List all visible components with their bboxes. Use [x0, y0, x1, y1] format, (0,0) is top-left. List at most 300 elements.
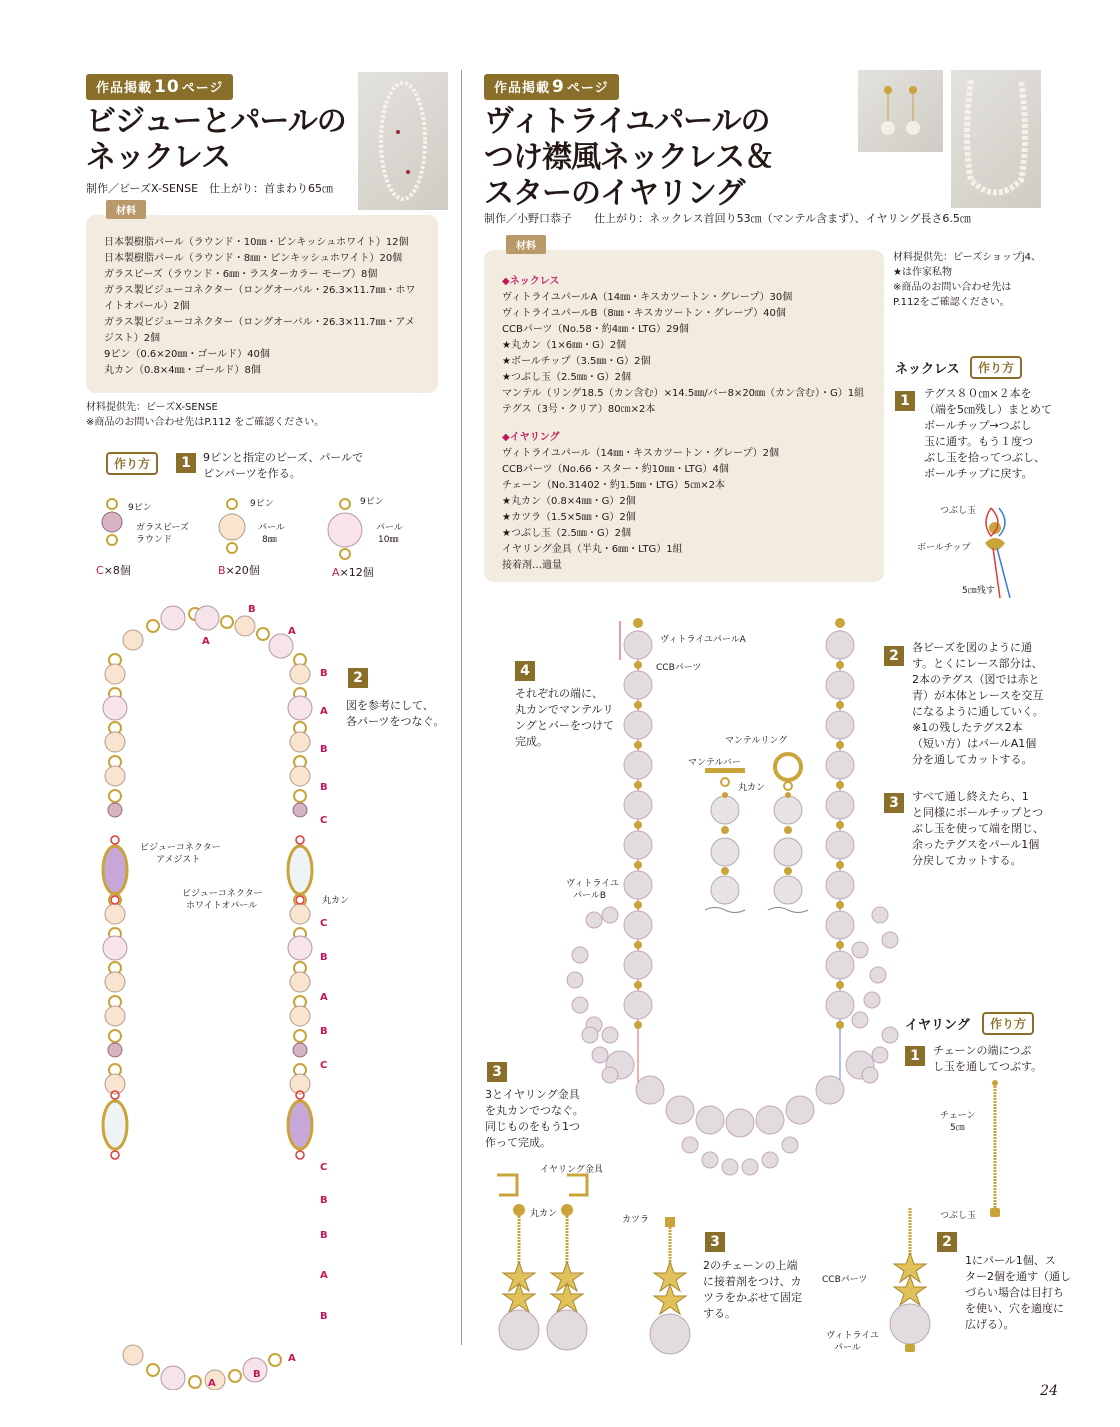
earring-step2-num: 2 [937, 1232, 957, 1252]
partB-count [218, 562, 260, 578]
ring-link [269, 1354, 281, 1366]
letter-label: C [320, 918, 328, 929]
vitrail-pearl [682, 1137, 698, 1153]
vitrail-pearl [862, 1067, 878, 1083]
left-step1-line: 9ピンと指定のビーズ、パールで [203, 451, 364, 464]
right-title [484, 104, 773, 212]
pearl-b [123, 630, 143, 650]
glass-bead-c [293, 803, 307, 817]
text-line: を丸カンでつなぐ。 [485, 1104, 584, 1117]
text-line: す。とくにレース部分は、 [912, 657, 1043, 670]
vitrail-pearl [782, 1137, 798, 1153]
vitrail-pearl [624, 711, 652, 739]
chain-label2: 5㎝ [950, 1123, 965, 1133]
ring-link [294, 1030, 306, 1042]
letter-label: B [253, 1369, 261, 1380]
pearl-a [103, 696, 127, 720]
earring-step3a-num: 3 [705, 1232, 725, 1252]
tag-pre: 作品掲載 [494, 81, 551, 96]
partC-letter: C [96, 564, 104, 577]
necklace-howto-label: 作り方 [970, 356, 1022, 379]
opal-label1: ビジューコネクター [182, 889, 263, 899]
text-line: ガラスビーズ（ラウンド・6㎜・ラスターカラー モーブ）8個 [104, 269, 378, 280]
letter-label: B [320, 952, 328, 963]
letter-label: B [320, 668, 328, 679]
ccb-part [634, 901, 642, 909]
note-line: ※商品のお問い合わせ先は [893, 282, 1012, 293]
vitrail-pearl [882, 1027, 898, 1043]
pearl-b [290, 1006, 310, 1026]
vitrail-pearl [826, 911, 854, 939]
necklace-section-heading: ネックレス [895, 362, 960, 377]
vitrail-pearl [582, 1027, 598, 1043]
page-ref-tag-right [484, 74, 619, 100]
ballchip-label: ボールチップ [917, 543, 971, 553]
vitrail-pearl [722, 1159, 738, 1175]
ccb-part [836, 981, 844, 989]
letter-label: A [320, 706, 328, 717]
ring-link [294, 790, 306, 802]
necklace-step2-num: 2 [884, 646, 904, 666]
text-line: に接着剤をつけ、カ [703, 1275, 802, 1288]
vitrail-pearl [624, 991, 652, 1019]
katsura-label: カツラ [622, 1215, 650, 1225]
finished-earrings-diagram [487, 1170, 607, 1355]
text-line: イトオパール）2個 [104, 301, 190, 312]
earring-step1-num: 1 [905, 1046, 925, 1066]
note-line: ★は作家私物 [893, 267, 952, 278]
pearl-b [123, 1345, 143, 1365]
text-line: ぶし玉を拾ってつぶし、 [924, 451, 1045, 464]
ring-link [257, 628, 269, 640]
right-title-line1: ヴィトライユパールの [484, 104, 770, 139]
earring-pearl-label1: ヴィトライユ [826, 1331, 879, 1341]
partC-name2: ラウンド [136, 535, 173, 545]
text-line: 日本製樹脂パール（ラウンド・10㎜・ピンキッシュホワイト）12個 [104, 237, 409, 248]
text-line: と同様にボールチップとつ [912, 806, 1044, 819]
pearl-b [105, 972, 125, 992]
partB-name2: 8㎜ [262, 535, 277, 545]
letter-label: C [320, 1162, 328, 1173]
earring-step2-text [965, 1253, 1071, 1333]
necklace-step4-num: 4 [515, 661, 535, 681]
jump-ring [111, 1151, 119, 1159]
ring-link [229, 1370, 241, 1382]
right-title-line3: スターのイヤリング [484, 176, 745, 211]
vitrail-pearl [586, 912, 602, 928]
vitrail-pearl [826, 871, 854, 899]
pearl-b [105, 732, 125, 752]
bijou-amethyst [103, 846, 127, 894]
left-supplier: 材料提供先：ビーズX-SENSE [86, 402, 218, 413]
text-line: ぶし玉を使って端を閉じ、 [912, 822, 1044, 835]
letter-label: C [320, 1060, 328, 1071]
vitrail-pearl [624, 871, 652, 899]
text-line: 分戻してカットする。 [912, 854, 1022, 867]
text-line: （端を5㎝残し）まとめて [924, 403, 1052, 416]
vitrail-pearl [826, 711, 854, 739]
vitrail-pearl [826, 671, 854, 699]
text-line: 3とイヤリング金具 [485, 1088, 580, 1101]
pearl-b [235, 616, 255, 636]
ccb-part [634, 661, 642, 669]
vitrail-pearl [826, 751, 854, 779]
jump-ring [296, 896, 304, 904]
letter-label: A [208, 1378, 216, 1389]
text-line: ジスト）2個 [104, 333, 161, 344]
text-line: 同じものをもう1つ [485, 1120, 580, 1133]
earring-step3b-text [485, 1087, 584, 1151]
chain-label1: チェーン [940, 1111, 976, 1121]
earring-jumpring-label: 丸カン [530, 1209, 558, 1219]
vitrail-pearl [872, 907, 888, 923]
vitrail-pearl [624, 831, 652, 859]
necklace-step3-num: 3 [884, 793, 904, 813]
ccb-part [634, 821, 642, 829]
text-line: 丸カンでマンテルリ [515, 703, 614, 716]
pearl-a [161, 606, 185, 630]
vitrail-pearl [726, 1109, 754, 1137]
tag-num: 9 [552, 77, 565, 97]
left-step2-line: 各パーツをつなぐ。 [346, 715, 445, 728]
partB-pin-label: 9ピン [250, 499, 274, 509]
vitrail-pearl [602, 907, 618, 923]
pearlB-label1: ヴィトライユ [566, 879, 619, 889]
text-line: チェーンの端につぶ [933, 1044, 1032, 1057]
left-materials-label: 材料 [106, 200, 146, 219]
text-line: になるように通していく。 [912, 705, 1044, 718]
text-line: すべて通し終えたら、1 [912, 790, 1029, 803]
text-line: 完成。 [515, 735, 548, 748]
ccb-part [634, 701, 642, 709]
bijou-opal [288, 846, 312, 894]
text-line: ツラをかぶせて固定 [703, 1291, 802, 1304]
earring-ccb-label: CCBパーツ [822, 1275, 868, 1285]
ccb-part [836, 901, 844, 909]
partA-count-text: ×12個 [339, 566, 374, 579]
jump-ring [296, 836, 304, 844]
opal-label2: ホワイトオパール [186, 901, 258, 911]
ccb-part [836, 941, 844, 949]
letter-label: B [248, 604, 256, 615]
pearlA-label [660, 632, 746, 645]
vitrail-pearl [702, 1152, 718, 1168]
letter-label: A [202, 636, 210, 647]
earring-crimp-label: つぶし玉 [940, 1211, 977, 1221]
amethyst-label1: ビジューコネクター [140, 843, 221, 853]
glass-bead-c [108, 803, 122, 817]
jump-ring [111, 836, 119, 844]
letter-label: B [320, 1230, 328, 1241]
ccb-part [836, 661, 844, 669]
right-supplier-notes [893, 250, 1041, 310]
partB-letter: B [218, 564, 226, 577]
chain-diagram [985, 1078, 1005, 1228]
text-line: ガラス製ビジューコネクター（ロングオーバル・26.3×11.7㎜・ホワ [104, 285, 416, 296]
vitrail-pearl [602, 1027, 618, 1043]
mantel-ring-label: マンテルリング [725, 736, 788, 746]
vitrail-pearl [624, 791, 652, 819]
left-supplier-note [86, 400, 324, 430]
pearlA-text: ヴィトライユパールA [660, 635, 746, 645]
text-line: 丸カン（0.8×4㎜・ゴールド）8個 [104, 365, 261, 376]
vitrail-pearl [826, 831, 854, 859]
mantel-clasp-diagram [695, 740, 825, 920]
text-line: ボールチップ→つぶし [924, 419, 1032, 432]
vitrail-pearl [572, 947, 588, 963]
text-line: ヴィトライユパールA（14㎜・キスカツートン・グレープ）30個 [502, 292, 793, 303]
text-line: 分を通してカットする。 [912, 753, 1033, 766]
pearl-a [288, 696, 312, 720]
vitrail-pearl [864, 992, 880, 1008]
vitrail-pearl [567, 972, 583, 988]
vitrail-pearl [602, 1067, 618, 1083]
partA-letter: A [332, 566, 340, 579]
left-howto-label: 作り方 [106, 452, 158, 475]
text-line: CCBパーツ（No.66・スター・約10㎜・LTG）4個 [502, 464, 729, 475]
pearl-a [269, 634, 293, 658]
text-line: ングとバーをつけて [515, 719, 614, 732]
left-step1-line: ピンパーツを作る。 [203, 467, 301, 480]
pearlB-label2: パールB [573, 891, 606, 901]
partB-count-text: ×20個 [225, 564, 260, 577]
jumpring-label: 丸カン [322, 896, 350, 906]
earring-step3a-text [703, 1258, 802, 1322]
vitrail-pearl [592, 1047, 608, 1063]
note-line: P.112をご確認ください。 [893, 297, 1010, 308]
bijou-opal [103, 1101, 127, 1149]
text-line: それぞれの端に、 [515, 687, 603, 700]
pearl-b [290, 732, 310, 752]
vitrail-pearl [624, 951, 652, 979]
necklace-materials-list [502, 290, 866, 418]
left-inquiry: ※商品のお問い合わせ先はP.112 をご確認ください。 [86, 417, 325, 428]
text-line: ★丸カン（1×6㎜・G）2個 [502, 340, 627, 351]
pearl-a [195, 606, 219, 630]
necklace-jumpring-label: 丸カン [738, 783, 766, 793]
text-line: ガラス製ビジューコネクター（ロングオーバル・26.3×11.7㎜・アメ [104, 317, 415, 328]
necklace-materials-head: ◆ネックレス [502, 276, 560, 287]
vitrail-pearl [816, 1076, 844, 1104]
text-line: ★丸カン（0.8×4㎜・G）2個 [502, 496, 636, 507]
letter-label: A [320, 1270, 328, 1281]
text-line: テグス８０㎝×２本を [924, 387, 1032, 400]
tag-pre: 作品掲載 [96, 81, 153, 96]
crimp-label: つぶし玉 [940, 506, 977, 516]
pearl-b [290, 972, 310, 992]
text-line: 1にパール1個、ス [965, 1254, 1056, 1267]
pearl-b [105, 904, 125, 924]
letter-label: B [320, 782, 328, 793]
text-line: 2のチェーンの上端 [703, 1259, 798, 1272]
ring-link [147, 620, 159, 632]
vitrail-pearl [826, 791, 854, 819]
glass-bead-c [108, 1043, 122, 1057]
partA-pin-label: 9ピン [360, 497, 384, 507]
ccb-part [836, 821, 844, 829]
vitrail-pearl [696, 1106, 724, 1134]
vitrail-pearl [882, 932, 898, 948]
lace-necklace-photo-icon [951, 70, 1041, 208]
necklace-photo-icon [358, 72, 448, 210]
ring-link [221, 616, 233, 628]
text-line: ★ボールチップ（3.5㎜・G）2個 [502, 356, 651, 367]
partA-name2: 10㎜ [378, 535, 399, 545]
amethyst-label2: アメジスト [156, 855, 201, 865]
vitrail-pearl [852, 1012, 868, 1028]
ccb-part [836, 741, 844, 749]
ccb-part [634, 741, 642, 749]
tag-post: ページ [181, 81, 224, 96]
left-step1-text [203, 450, 363, 482]
left-title-line1: ビジューとパールの [86, 104, 346, 139]
pearl-b [290, 904, 310, 924]
text-line: 2本のテグス（図では赤と [912, 673, 1040, 686]
text-line: CCBパーツ（No.58・約4㎜・LTG）29個 [502, 324, 689, 335]
pearl-b [105, 766, 125, 786]
katsura-diagram [640, 1212, 700, 1362]
left-step2-text [346, 698, 444, 730]
left-materials-list [104, 235, 420, 379]
vitrail-pearl [826, 951, 854, 979]
pearl-a [161, 1366, 185, 1390]
ring-link [147, 1364, 159, 1376]
vitrail-pearl [666, 1096, 694, 1124]
earring-section-heading: イヤリング [905, 1018, 970, 1033]
pearl-b [290, 664, 310, 684]
left-title-line2: ネックレス [86, 140, 231, 175]
ccb-part [836, 861, 844, 869]
text-line: ヴィトライユパールB（8㎜・キスカツートン・グレープ）40個 [502, 308, 786, 319]
text-line: ★つぶし玉（2.5㎜・G）2個 [502, 528, 631, 539]
earring-pearl-label2: パール [834, 1343, 861, 1353]
note-line: 材料提供先：ビーズショップj4、 [893, 252, 1042, 263]
letter-label: A [320, 992, 328, 1003]
letter-label: B [320, 744, 328, 755]
vitrail-pearl [872, 1047, 888, 1063]
partC-name1: ガラスビーズ [136, 523, 189, 533]
vitrail-pearl [742, 1159, 758, 1175]
mantel-bar-label: マンテルバー [688, 758, 741, 768]
column-divider [461, 70, 462, 1345]
letter-label: B [320, 1311, 328, 1322]
vitrail-pearl [762, 1152, 778, 1168]
text-line: ター2個を通す（通し [965, 1270, 1071, 1283]
partB-name1: パール [258, 523, 285, 533]
text-line: 日本製樹脂パール（ラウンド・8㎜・ピンキッシュホワイト）20個 [104, 253, 403, 264]
ring-link [189, 1376, 201, 1388]
vitrail-pearl [826, 631, 854, 659]
letter-label: A [288, 1353, 296, 1364]
lace-necklace-photo [951, 70, 1041, 208]
left-step2-line: 図を参考にして、 [346, 699, 434, 712]
right-credit: 制作／小野口恭子 仕上がり：ネックレス首回り53㎝（マンテル含まず）、イヤリング長さ6.5㎝ [484, 212, 971, 225]
ring-link [109, 1030, 121, 1042]
partA-count [332, 564, 374, 580]
partC-pin-label: 9ピン [128, 503, 152, 513]
vitrail-pearl [572, 997, 588, 1013]
text-line: 広げる）。 [965, 1318, 1015, 1331]
text-line: 玉に通す。もう１度つ [924, 435, 1034, 448]
text-line: 接着剤…適量 [502, 560, 562, 571]
text-line: を使い、穴を適度に [965, 1302, 1064, 1315]
text-line: ★カツラ（1.5×5㎜・G）2個 [502, 512, 636, 523]
text-line: 作って完成。 [485, 1136, 551, 1149]
ball-chip [835, 618, 845, 628]
text-line: 9ピン（0.6×20㎜・ゴールド）40個 [104, 349, 270, 360]
ring-link [109, 790, 121, 802]
earring-materials-head: ◆イヤリング [502, 432, 560, 443]
pearl-b [105, 1006, 125, 1026]
necklace-assembly-diagram [95, 600, 328, 1390]
vitrail-pearl [870, 967, 886, 983]
jump-ring [296, 1151, 304, 1159]
earring-photo [858, 70, 943, 152]
text-line: イヤリング金具（半丸・6㎜・LTG）1組 [502, 544, 683, 555]
earring-photo-icon [858, 70, 943, 152]
text-line: 青）が本体とレースを交互 [912, 689, 1044, 702]
page-number: 24 [1040, 1383, 1058, 1399]
text-line: （短い方）はパールA1個 [912, 737, 1037, 750]
left-product-photo [358, 72, 448, 210]
ball-chip [633, 618, 643, 628]
ccb-part [634, 1021, 642, 1029]
left-step2-num: 2 [348, 668, 368, 688]
text-line: 各ビーズを図のように通 [912, 641, 1033, 654]
text-line: ※1の残したテグス2本 [912, 721, 1023, 734]
vitrail-pearl [624, 631, 652, 659]
left-credit: 制作／ビーズX-SENSE 仕上がり：首まわり65㎝ [86, 182, 334, 195]
necklace-step3-text [912, 789, 1044, 869]
left-materials-box [86, 215, 438, 393]
pearl-b [290, 766, 310, 786]
page-ref-tag-left [86, 74, 233, 100]
necklace-step1-text [924, 386, 1052, 482]
pearl-a [103, 936, 127, 960]
partA-name1: パール [376, 523, 403, 533]
text-line: マンテル（リング18.5（カン含む）×14.5㎜/バー8×20㎜（カン含む）・G）1組 [502, 388, 865, 399]
right-title-line2: つけ襟風ネックレス＆ [484, 140, 774, 175]
earring-step1-text [933, 1043, 1042, 1075]
tag-num: 10 [154, 77, 180, 97]
text-line: テグス（3号・クリア）80㎝×2本 [502, 404, 656, 415]
jump-ring [111, 896, 119, 904]
ccb-part [836, 781, 844, 789]
ccb-part [634, 861, 642, 869]
vitrail-pearl [756, 1106, 784, 1134]
fitting-label: イヤリング金具 [540, 1165, 603, 1175]
text-line: し玉を通してつぶす。 [933, 1060, 1043, 1073]
necklace-step2-text [912, 640, 1044, 768]
text-line: ★つぶし玉（2.5㎜・G）2個 [502, 372, 631, 383]
ccb-part [836, 701, 844, 709]
necklace-step1-num: 1 [895, 391, 915, 411]
star-pearl-diagram [880, 1208, 940, 1358]
text-line: ヴィトライユパール（14㎜・キスカツートン・グレープ）2個 [502, 448, 779, 459]
text-line: 余ったテグスをパール1個 [912, 838, 1040, 851]
vitrail-pearl [624, 751, 652, 779]
pearl-b [105, 664, 125, 684]
letter-label: B [320, 1026, 328, 1037]
text-line: する。 [703, 1307, 736, 1320]
earring-howto-label: 作り方 [982, 1012, 1034, 1035]
letter-label: A [288, 626, 296, 637]
left-title [86, 104, 346, 176]
vitrail-pearl [852, 942, 868, 958]
text-line: づらい場合は目打ち [965, 1286, 1064, 1299]
leave-label: 5㎝残す [962, 586, 995, 596]
ccb-part [634, 781, 642, 789]
